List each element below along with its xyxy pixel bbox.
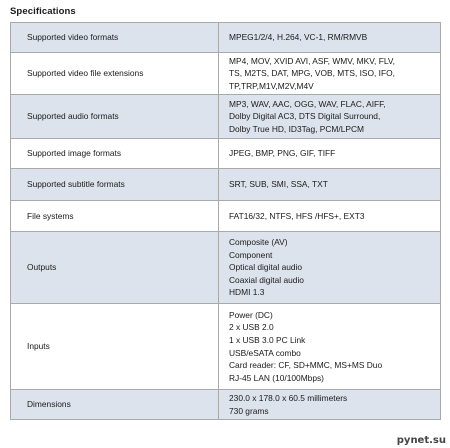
spec-value-line: TP,TRP,M1V,M2V,M4V bbox=[229, 80, 314, 91]
spec-value-line: Composite (AV) bbox=[229, 237, 288, 248]
spec-label: Supported image formats bbox=[11, 139, 219, 169]
spec-label: Supported video file extensions bbox=[11, 53, 219, 95]
spec-label: Outputs bbox=[11, 232, 219, 304]
spec-value-line: Component bbox=[229, 249, 273, 260]
spec-row-inputs bbox=[11, 304, 441, 390]
spec-row-image-formats bbox=[11, 139, 441, 169]
spec-value bbox=[219, 139, 441, 169]
spec-value-line: FAT16/32, NTFS, HFS /HFS+, EXT3 bbox=[229, 210, 365, 221]
spec-value-line: MP4, MOV, XVID AVI, ASF, WMV, MKV, FLV, bbox=[229, 55, 396, 66]
spec-value bbox=[219, 53, 441, 95]
spec-label: Supported subtitle formats bbox=[11, 169, 219, 201]
spec-value-line: RJ-45 LAN (10/100Mbps) bbox=[229, 372, 324, 383]
spec-value-line: 2 x USB 2.0 bbox=[229, 322, 274, 333]
spec-value-line: Dolby True HD, ID3Tag, PCM/LPCM bbox=[229, 123, 364, 134]
spec-value-line: USB/eSATA combo bbox=[229, 347, 301, 358]
spec-row-outputs bbox=[11, 232, 441, 304]
spec-row-subtitle-formats bbox=[11, 169, 441, 201]
spec-value-line: 1 x USB 3.0 PC Link bbox=[229, 334, 306, 345]
specifications-heading: Specifications bbox=[10, 6, 76, 17]
spec-value-line: Power (DC) bbox=[229, 309, 273, 320]
spec-value bbox=[219, 169, 441, 201]
spec-value bbox=[219, 232, 441, 304]
spec-label: File systems bbox=[11, 201, 219, 232]
spec-value-line: Card reader: CF, SD+MMC, MS+MS Duo bbox=[229, 360, 383, 371]
spec-value bbox=[219, 95, 441, 139]
specifications-table bbox=[10, 22, 441, 420]
spec-label: Supported audio formats bbox=[11, 95, 219, 139]
spec-value-line: Optical digital audio bbox=[229, 262, 303, 273]
spec-value bbox=[219, 304, 441, 390]
spec-value bbox=[219, 201, 441, 232]
spec-row-dimensions bbox=[11, 390, 441, 420]
spec-value-line: Coaxial digital audio bbox=[229, 274, 304, 285]
site-watermark: pynet.su bbox=[396, 435, 446, 446]
spec-value bbox=[219, 23, 441, 53]
spec-value-line: MP3, WAV, AAC, OGG, WAV, FLAC, AIFF, bbox=[229, 98, 386, 109]
spec-value-line: 230.0 x 178.0 x 60.5 millimeters bbox=[229, 392, 348, 403]
spec-row-video-formats bbox=[11, 23, 441, 53]
spec-row-video-extensions bbox=[11, 53, 441, 95]
spec-value-line: MPEG1/2/4, H.264, VC-1, RM/RMVB bbox=[229, 32, 368, 43]
spec-value bbox=[219, 390, 441, 420]
spec-value-line: SRT, SUB, SMI, SSA, TXT bbox=[229, 179, 328, 190]
spec-value-line: 730 grams bbox=[229, 405, 269, 416]
spec-value-line: JPEG, BMP, PNG, GIF, TIFF bbox=[229, 148, 336, 159]
spec-row-audio-formats bbox=[11, 95, 441, 139]
spec-label: Supported video formats bbox=[11, 23, 219, 53]
spec-value-line: HDMI 1.3 bbox=[229, 287, 265, 298]
spec-label: Dimensions bbox=[11, 390, 219, 420]
spec-label: Inputs bbox=[11, 304, 219, 390]
spec-row-file-systems bbox=[11, 201, 441, 232]
spec-value-line: Dolby Digital AC3, DTS Digital Surround, bbox=[229, 111, 381, 122]
spec-value-line: TS, M2TS, DAT, MPG, VOB, MTS, ISO, IFO, bbox=[229, 68, 395, 79]
